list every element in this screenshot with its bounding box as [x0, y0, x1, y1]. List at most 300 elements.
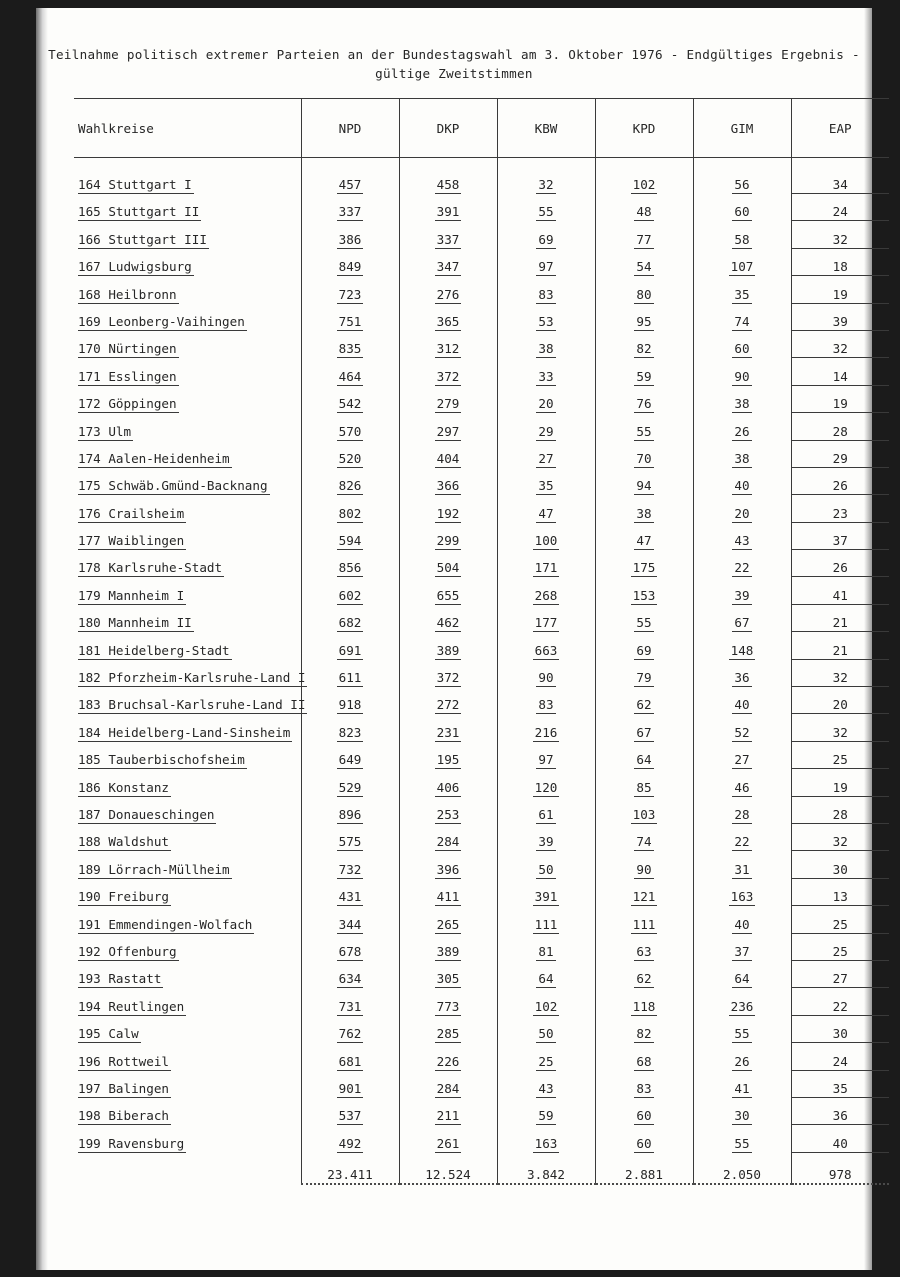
cell-value: 180 Mannheim II — [78, 615, 192, 631]
cell-value: 38 — [734, 396, 750, 412]
cell-value: 59 — [538, 1108, 554, 1124]
cell-value: 43 — [538, 1080, 554, 1096]
cell-value: 26 — [734, 423, 750, 439]
cell-dkp — [399, 158, 497, 195]
cell-value: 59 — [636, 368, 652, 384]
cell-value: 14 — [792, 369, 890, 386]
cell-kbw — [497, 1016, 595, 1043]
cell-dkp — [399, 934, 497, 961]
cell-kbw — [497, 824, 595, 851]
cell-kbw — [497, 304, 595, 331]
cell-eap — [791, 769, 889, 796]
cell-npd — [301, 304, 399, 331]
cell-value: 176 Crailsheim — [78, 505, 185, 521]
cell-eap — [791, 386, 889, 413]
cell-eap — [791, 249, 889, 276]
cell-value: 649 — [338, 752, 362, 768]
cell-value: 896 — [338, 806, 362, 822]
cell-kbw — [497, 988, 595, 1015]
cell-dkp — [399, 632, 497, 659]
cell-npd — [301, 687, 399, 714]
cell-npd — [301, 577, 399, 604]
cell-value: 3.842 — [527, 1166, 565, 1182]
cell-value: 120 — [534, 779, 558, 795]
cell-dkp — [399, 358, 497, 385]
cell-value: 284 — [436, 834, 460, 850]
cell-gim — [693, 1016, 791, 1043]
column-header-eap: EAP — [791, 99, 889, 158]
cell-value: 191 Emmendingen-Wolfach — [78, 916, 253, 932]
cell-value: 41 — [792, 588, 890, 605]
cell-value: 56 — [734, 177, 750, 192]
cell-value: 182 Pforzheim-Karlsruhe-Land I — [78, 670, 306, 686]
cell-value: 60 — [636, 1108, 652, 1124]
cell-value: 28 — [734, 806, 750, 822]
cell-value: 542 — [338, 396, 362, 412]
cell-value: 74 — [636, 834, 652, 850]
cell-dkp — [399, 988, 497, 1015]
cell-npd — [301, 851, 399, 878]
cell-eap — [791, 577, 889, 604]
table-row — [74, 1098, 889, 1125]
cell-eap — [791, 1153, 889, 1184]
cell-value: 46 — [734, 779, 750, 795]
cell-wahlkreis — [74, 851, 301, 878]
cell-dkp — [399, 769, 497, 796]
cell-value: 337 — [338, 204, 362, 220]
cell-value: 64 — [538, 971, 554, 987]
cell-value: 177 Waiblingen — [78, 533, 185, 549]
cell-gim — [693, 797, 791, 824]
cell-kpd — [595, 605, 693, 632]
cell-eap — [791, 906, 889, 933]
cell-dkp — [399, 1153, 497, 1184]
cell-kpd — [595, 468, 693, 495]
table-row — [74, 851, 889, 878]
cell-value: 261 — [436, 1135, 460, 1151]
cell-value: 570 — [338, 423, 362, 439]
cell-wahlkreis — [74, 961, 301, 988]
cell-gim — [693, 1071, 791, 1098]
cell-kbw — [497, 158, 595, 195]
cell-dkp — [399, 824, 497, 851]
cell-value: 67 — [734, 615, 750, 631]
cell-value: 178 Karlsruhe-Stadt — [78, 560, 223, 576]
cell-kpd — [595, 441, 693, 468]
table-row — [74, 797, 889, 824]
cell-dkp — [399, 413, 497, 440]
cell-dkp — [399, 660, 497, 687]
cell-wahlkreis — [74, 331, 301, 358]
cell-value: 691 — [338, 642, 362, 658]
cell-value: 731 — [338, 998, 362, 1014]
cell-eap — [791, 331, 889, 358]
cell-gim — [693, 714, 791, 741]
cell-gim — [693, 413, 791, 440]
cell-kpd — [595, 249, 693, 276]
cell-value: 37 — [734, 943, 750, 959]
cell-dkp — [399, 687, 497, 714]
cell-eap — [791, 1043, 889, 1070]
cell-value: 36 — [792, 1108, 890, 1125]
table-row — [74, 194, 889, 221]
cell-value: 55 — [538, 204, 554, 220]
cell-value: 391 — [436, 204, 460, 220]
cell-value: 48 — [636, 204, 652, 220]
cell-gim — [693, 1043, 791, 1070]
cell-eap — [791, 687, 889, 714]
cell-value: 30 — [792, 1026, 890, 1043]
cell-eap — [791, 441, 889, 468]
cell-eap — [791, 742, 889, 769]
cell-dkp — [399, 1098, 497, 1125]
cell-kpd — [595, 194, 693, 221]
column-header-npd: NPD — [301, 99, 399, 158]
cell-kpd — [595, 386, 693, 413]
cell-value: 347 — [436, 259, 460, 275]
cell-value: 166 Stuttgart III — [78, 231, 207, 247]
cell-value: 198 Biberach — [78, 1108, 169, 1124]
table-row — [74, 961, 889, 988]
cell-eap — [791, 1098, 889, 1125]
column-header-kpd: KPD — [595, 99, 693, 158]
cell-wahlkreis — [74, 1043, 301, 1070]
cell-dkp — [399, 906, 497, 933]
cell-value: 389 — [436, 943, 460, 959]
cell-value: 462 — [436, 615, 460, 631]
cell-eap — [791, 632, 889, 659]
cell-value: 529 — [338, 779, 362, 795]
cell-npd — [301, 1043, 399, 1070]
cell-value: 537 — [338, 1108, 362, 1124]
cell-kpd — [595, 523, 693, 550]
cell-dkp — [399, 386, 497, 413]
cell-value: 663 — [534, 642, 558, 658]
cell-gim — [693, 632, 791, 659]
cell-npd — [301, 468, 399, 495]
table-row — [74, 1125, 889, 1152]
document-page — [36, 8, 872, 1270]
cell-eap — [791, 797, 889, 824]
cell-value: 682 — [338, 615, 362, 631]
cell-value: 175 — [632, 560, 656, 576]
cell-value: 97 — [538, 259, 554, 275]
cell-gim — [693, 550, 791, 577]
table-row — [74, 879, 889, 906]
cell-wahlkreis — [74, 714, 301, 741]
cell-value: 69 — [636, 642, 652, 658]
cell-kpd — [595, 1071, 693, 1098]
cell-value: 41 — [734, 1080, 750, 1096]
cell-kpd — [595, 906, 693, 933]
cell-eap — [791, 988, 889, 1015]
cell-gim — [693, 249, 791, 276]
cell-kbw — [497, 495, 595, 522]
cell-value: 411 — [436, 889, 460, 905]
cell-kpd — [595, 1153, 693, 1184]
cell-gim — [693, 742, 791, 769]
cell-value: 55 — [636, 615, 652, 631]
cell-eap — [791, 660, 889, 687]
cell-kpd — [595, 358, 693, 385]
column-header-kbw: KBW — [497, 99, 595, 158]
cell-value: 520 — [338, 450, 362, 466]
table-row — [74, 276, 889, 303]
cell-value: 13 — [792, 889, 890, 906]
table-row — [74, 550, 889, 577]
cell-value: 344 — [338, 916, 362, 932]
cell-wahlkreis — [74, 413, 301, 440]
cell-npd — [301, 386, 399, 413]
cell-value: 43 — [734, 533, 750, 549]
cell-value: 37 — [792, 533, 890, 550]
cell-kpd — [595, 934, 693, 961]
cell-npd — [301, 769, 399, 796]
cell-kpd — [595, 797, 693, 824]
cell-value: 773 — [436, 998, 460, 1014]
cell-value: 82 — [636, 341, 652, 357]
cell-value: 18 — [792, 259, 890, 276]
cell-kbw — [497, 1098, 595, 1125]
cell-dkp — [399, 961, 497, 988]
cell-value: 185 Tauberbischofsheim — [78, 752, 245, 768]
cell-value: 431 — [338, 889, 362, 905]
cell-value: 168 Heilbronn — [78, 286, 177, 302]
cell-kbw — [497, 632, 595, 659]
cell-value: 594 — [338, 533, 362, 549]
table-row — [74, 386, 889, 413]
cell-value: 70 — [636, 450, 652, 466]
cell-gim — [693, 934, 791, 961]
cell-value: 396 — [436, 861, 460, 877]
cell-dkp — [399, 1016, 497, 1043]
cell-gim — [693, 468, 791, 495]
cell-kpd — [595, 879, 693, 906]
table-row — [74, 495, 889, 522]
cell-value: 2.881 — [625, 1166, 663, 1182]
cell-gim — [693, 879, 791, 906]
cell-npd — [301, 276, 399, 303]
cell-wahlkreis — [74, 523, 301, 550]
cell-eap — [791, 1125, 889, 1152]
cell-value: 64 — [734, 971, 750, 987]
cell-kpd — [595, 1016, 693, 1043]
cell-npd — [301, 441, 399, 468]
cell-npd — [301, 331, 399, 358]
cell-value: 169 Leonberg-Vaihingen — [78, 313, 245, 329]
cell-npd — [301, 221, 399, 248]
cell-value: 192 Offenburg — [78, 943, 177, 959]
cell-value: 391 — [534, 889, 558, 905]
cell-kbw — [497, 714, 595, 741]
cell-kbw — [497, 386, 595, 413]
page-edge-shadow — [36, 8, 48, 1270]
cell-value: 175 Schwäb.Gmünd-Backnang — [78, 478, 268, 494]
cell-value: 372 — [436, 368, 460, 384]
cell-value: 751 — [338, 313, 362, 329]
cell-kbw — [497, 906, 595, 933]
cell-eap — [791, 879, 889, 906]
cell-npd — [301, 961, 399, 988]
cell-kbw — [497, 221, 595, 248]
cell-eap — [791, 714, 889, 741]
cell-value: 50 — [538, 861, 554, 877]
cell-value: 337 — [436, 231, 460, 247]
cell-gim — [693, 441, 791, 468]
cell-value: 35 — [734, 286, 750, 302]
cell-value: 90 — [538, 670, 554, 686]
cell-value: 20 — [538, 396, 554, 412]
cell-wahlkreis — [74, 742, 301, 769]
cell-kbw — [497, 413, 595, 440]
cell-value: 611 — [338, 670, 362, 686]
cell-eap — [791, 276, 889, 303]
cell-value: 189 Lörrach-Müllheim — [78, 861, 230, 877]
cell-value: 53 — [538, 313, 554, 329]
cell-npd — [301, 523, 399, 550]
cell-value: 231 — [436, 724, 460, 740]
cell-kbw — [497, 851, 595, 878]
cell-wahlkreis — [74, 1098, 301, 1125]
cell-kbw — [497, 1153, 595, 1184]
cell-value: 54 — [636, 259, 652, 275]
cell-eap — [791, 961, 889, 988]
cell-wahlkreis — [74, 687, 306, 714]
cell-wahlkreis — [74, 386, 301, 413]
cell-value: 74 — [734, 313, 750, 329]
cell-gim — [693, 660, 791, 687]
cell-value: 184 Heidelberg-Land-Sinsheim — [78, 724, 291, 740]
cell-gim — [693, 158, 791, 195]
cell-gim — [693, 276, 791, 303]
cell-npd — [301, 797, 399, 824]
cell-npd — [301, 824, 399, 851]
cell-kbw — [497, 879, 595, 906]
cell-dkp — [399, 1071, 497, 1098]
cell-eap — [791, 550, 889, 577]
cell-value: 25 — [538, 1053, 554, 1069]
cell-value: 40 — [734, 697, 750, 713]
cell-value: 32 — [792, 341, 890, 358]
cell-npd — [301, 714, 399, 741]
cell-value: 47 — [636, 533, 652, 549]
cell-value: 172 Göppingen — [78, 396, 177, 412]
table-row — [74, 742, 889, 769]
cell-value: 464 — [338, 368, 362, 384]
cell-value: 192 — [436, 505, 460, 521]
cell-value: 81 — [538, 943, 554, 959]
cell-value: 103 — [632, 806, 656, 822]
cell-value: 190 Freiburg — [78, 889, 169, 905]
cell-value: 148 — [730, 642, 754, 658]
cell-value: 386 — [338, 231, 362, 247]
cell-value: 305 — [436, 971, 460, 987]
cell-value: 121 — [632, 889, 656, 905]
cell-value: 40 — [734, 916, 750, 932]
cell-value: 29 — [538, 423, 554, 439]
cell-wahlkreis — [74, 358, 301, 385]
table-body — [74, 158, 889, 1184]
cell-dkp — [399, 797, 497, 824]
cell-value: 29 — [792, 451, 890, 468]
cell-value: 27 — [538, 450, 554, 466]
cell-value: 492 — [338, 1135, 362, 1151]
cell-value: 26 — [792, 560, 890, 577]
cell-dkp — [399, 714, 497, 741]
table-row — [74, 577, 889, 604]
cell-npd — [301, 1016, 399, 1043]
cell-kbw — [497, 523, 595, 550]
cell-value: 366 — [436, 478, 460, 494]
table-row — [74, 523, 889, 550]
cell-kpd — [595, 687, 693, 714]
cell-kbw — [497, 1043, 595, 1070]
cell-value: 22 — [792, 999, 890, 1016]
cell-value: 62 — [636, 971, 652, 987]
cell-kpd — [595, 221, 693, 248]
cell-value: 171 — [534, 560, 558, 576]
cell-value: 823 — [338, 724, 362, 740]
cell-value: 197 Balingen — [78, 1080, 169, 1096]
cell-kpd — [595, 577, 693, 604]
cell-eap — [791, 934, 889, 961]
cell-value: 33 — [538, 368, 554, 384]
cell-wahlkreis — [74, 906, 301, 933]
cell-kbw — [497, 961, 595, 988]
cell-value: 253 — [436, 806, 460, 822]
cell-value: 58 — [734, 231, 750, 247]
cell-value: 30 — [734, 1108, 750, 1124]
table-row — [74, 824, 889, 851]
cell-value: 762 — [338, 1026, 362, 1042]
cell-value: 64 — [636, 752, 652, 768]
cell-npd — [301, 605, 399, 632]
results-table — [74, 98, 889, 1185]
cell-npd — [301, 249, 399, 276]
table-row — [74, 331, 889, 358]
cell-kpd — [595, 988, 693, 1015]
cell-value: 226 — [436, 1053, 460, 1069]
cell-wahlkreis — [74, 1016, 301, 1043]
cell-value: 365 — [436, 313, 460, 329]
cell-value: 68 — [636, 1053, 652, 1069]
cell-value: 40 — [792, 1136, 890, 1153]
cell-kbw — [497, 358, 595, 385]
cell-value: 63 — [636, 943, 652, 959]
cell-kbw — [497, 441, 595, 468]
cell-dkp — [399, 468, 497, 495]
cell-kpd — [595, 742, 693, 769]
cell-value: 28 — [792, 424, 890, 441]
cell-value: 901 — [338, 1080, 362, 1096]
table-row — [74, 1071, 889, 1098]
cell-value: 107 — [730, 259, 754, 275]
cell-gim — [693, 1125, 791, 1152]
cell-value: 171 Esslingen — [78, 368, 177, 384]
table-row — [74, 304, 889, 331]
cell-npd — [301, 495, 399, 522]
cell-npd — [301, 358, 399, 385]
cell-npd — [301, 1071, 399, 1098]
cell-value: 36 — [734, 670, 750, 686]
cell-kbw — [497, 605, 595, 632]
cell-dkp — [399, 851, 497, 878]
cell-value: 111 — [534, 916, 558, 932]
cell-value: 32 — [792, 670, 890, 687]
table-row — [74, 988, 889, 1015]
cell-gim — [693, 1153, 791, 1184]
cell-value: 102 — [632, 177, 656, 192]
